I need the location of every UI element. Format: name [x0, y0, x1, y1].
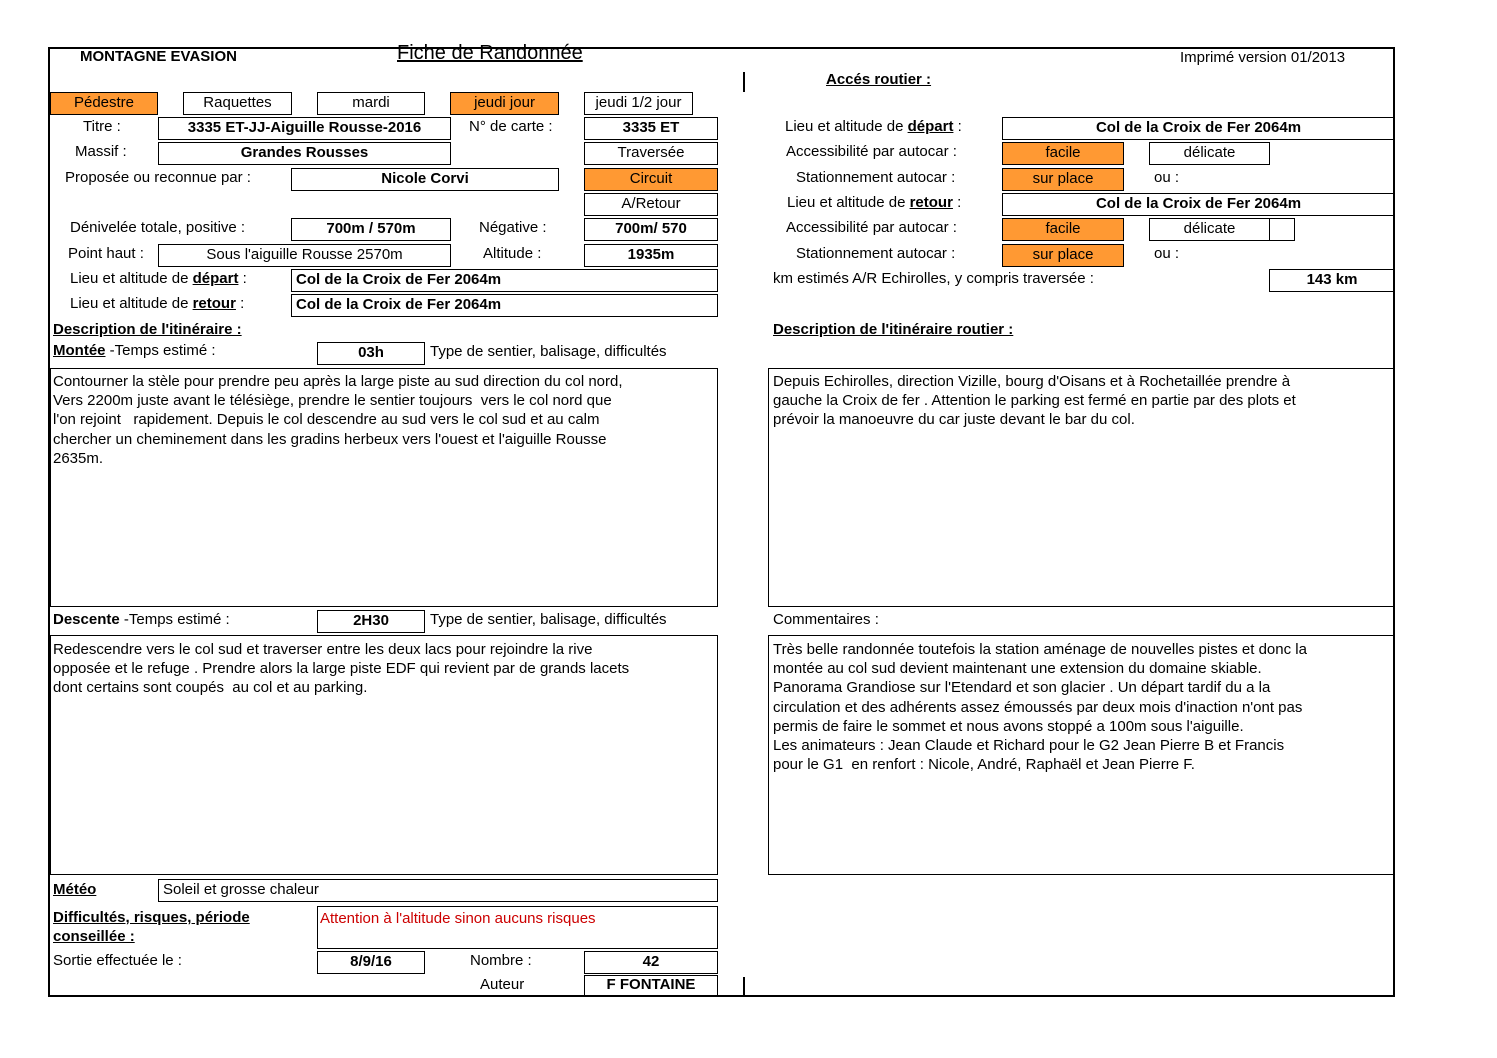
divider-bottom [743, 977, 745, 996]
depart-label: Lieu et altitude de départ : [70, 270, 247, 287]
km-label: km estimés A/R Echirolles, y compris traversée : [773, 270, 1094, 287]
option-circuit[interactable]: Circuit [584, 168, 718, 191]
meteo-field[interactable]: Soleil et grosse chaleur [158, 879, 718, 902]
auteur-label: Auteur [480, 976, 525, 993]
access-facile-2[interactable]: facile [1002, 218, 1124, 241]
montee-label: Montée -Temps estimé : [53, 342, 216, 359]
altitude-label: Altitude : [483, 245, 542, 262]
difficultes-label-1: Difficultés, risques, période [53, 909, 250, 926]
type-sentier-label: Type de sentier, balisage, difficultés [430, 343, 667, 360]
montee-text: Contourner la stèle pour prendre peu après la large piste au sud direction du col nord, Vers 2200m juste avant le télésiège, prendre le sentier toujours vers le col nord que l'on rejoint rapidement. Depuis le col descendre au sud vers le col sud et au calm chercher un cheminement dans les gradins herbeux vers l'ouest et l'aiguille Rousse 2635m. [53, 373, 623, 467]
type-jeudi-demi[interactable]: jeudi 1/2 jour [584, 92, 693, 115]
ou-label-2: ou : [1154, 245, 1180, 262]
montee-temps-field[interactable]: 03h [317, 342, 425, 365]
massif-label: Massif : [75, 143, 127, 160]
sortie-label: Sortie effectuée le : [53, 952, 182, 969]
access-label-2: Accessibilité par autocar : [786, 219, 957, 236]
right-depart-label: Lieu et altitude de départ : [785, 118, 962, 135]
meteo-label: Météo [53, 881, 97, 898]
routier-heading: Description de l'itinéraire routier : [773, 321, 1014, 338]
titre-field[interactable]: 3335 ET-JJ-Aiguille Rousse-2016 [158, 117, 451, 140]
carte-field[interactable]: 3335 ET [584, 117, 718, 140]
massif-field[interactable]: Grandes Rousses [158, 142, 451, 165]
option-aretour[interactable]: A/Retour [584, 193, 718, 216]
ou-label: ou : [1154, 169, 1180, 186]
station-sur-place[interactable]: sur place [1002, 168, 1124, 191]
denivele-neg-field[interactable]: 700m/ 570 [584, 218, 718, 241]
difficultes-label-2: conseillée : [53, 928, 135, 945]
access-delicate-2[interactable]: délicate [1149, 218, 1270, 241]
type-mardi[interactable]: mardi [317, 92, 425, 115]
type-sentier-label-2: Type de sentier, balisage, difficultés [430, 611, 667, 628]
depart-field[interactable]: Col de la Croix de Fer 2064m [291, 269, 718, 292]
version-label: Imprimé version 01/2013 [1180, 49, 1346, 66]
propose-field[interactable]: Nicole Corvi [291, 168, 559, 191]
auteur-field[interactable]: F FONTAINE [584, 975, 718, 996]
nombre-label: Nombre : [470, 952, 532, 969]
commentaires-text: Très belle randonnée toutefois la station aménage de nouvelles pistes et donc la montée au col sud devient maintenant une extension du domaine skiable. Panorama Grandiose sur l'Etendard et son glacier . Un départ tardif du a la circulation et des adhérents assez émoussés par deux mois d'inaction n'ont pas permis de faire le sommet et nous avons stoppé a 100m sous l'aiguille. Les animateurs : Jean Claude et Richard pour le G2 Jean Pierre B et Francis pour le G1 en renfort : Nicole, André, Raphaël et Jean Pierre F. [773, 641, 1307, 774]
titre-label: Titre : [83, 118, 121, 135]
descente-temps-field[interactable]: 2H30 [317, 610, 425, 633]
right-retour-label: Lieu et altitude de retour : [787, 194, 962, 211]
acces-routier-heading: Accés routier : [826, 71, 932, 88]
access-facile[interactable]: facile [1002, 142, 1124, 165]
description-heading: Description de l'itinéraire : [53, 321, 242, 338]
propose-label: Proposée ou reconnue par : [65, 169, 251, 186]
right-depart-field[interactable]: Col de la Croix de Fer 2064m [1002, 117, 1395, 140]
club-name: MONTAGNE EVASION [80, 48, 237, 65]
access-extra-box[interactable] [1269, 218, 1295, 241]
routier-text: Depuis Echirolles, direction Vizille, bourg d'Oisans et à Rochetaillée prendre à gauche la Croix de fer . Attention le parking est fermé en partie par des plots et prévoir la manoeuvre du car juste devant le bar du col. [773, 373, 1296, 429]
station-label-2: Stationnement autocar : [796, 245, 956, 262]
commentaires-label: Commentaires : [773, 611, 879, 628]
divider [743, 72, 745, 92]
carte-label: N° de carte : [469, 118, 553, 135]
sortie-field[interactable]: 8/9/16 [317, 951, 425, 974]
station-sur-place-2[interactable]: sur place [1002, 244, 1124, 267]
right-retour-field[interactable]: Col de la Croix de Fer 2064m [1002, 193, 1395, 216]
denivele-pos-field[interactable]: 700m / 570m [291, 218, 451, 241]
point-haut-label: Point haut : [68, 245, 144, 262]
difficultes-text: Attention à l'altitude sinon aucuns risques [320, 910, 596, 927]
negative-label: Négative : [479, 219, 547, 236]
km-field[interactable]: 143 km [1269, 269, 1395, 292]
station-label: Stationnement autocar : [796, 169, 956, 186]
access-label: Accessibilité par autocar : [786, 143, 957, 160]
access-delicate[interactable]: délicate [1149, 142, 1270, 165]
retour-label: Lieu et altitude de retour : [70, 295, 245, 312]
point-haut-field[interactable]: Sous l'aiguille Rousse 2570m [158, 244, 451, 267]
type-jeudi-jour[interactable]: jeudi jour [450, 92, 559, 115]
form-title: Fiche de Randonnée [397, 42, 583, 64]
denivele-label: Dénivelée totale, positive : [70, 219, 246, 236]
altitude-field[interactable]: 1935m [584, 244, 718, 267]
retour-field[interactable]: Col de la Croix de Fer 2064m [291, 294, 718, 317]
descente-label: Descente -Temps estimé : [53, 611, 230, 628]
type-raquettes[interactable]: Raquettes [183, 92, 292, 115]
type-pedestre[interactable]: Pédestre [50, 92, 158, 115]
nombre-field[interactable]: 42 [584, 951, 718, 974]
option-traversee[interactable]: Traversée [584, 142, 718, 165]
descente-text: Redescendre vers le col sud et traverser entre les deux lacs pour rejoindre la rive opposée et le refuge . Prendre alors la large piste EDF qui revient par de grands lacets dont certains sont coupés au col et au parking. [53, 641, 630, 697]
